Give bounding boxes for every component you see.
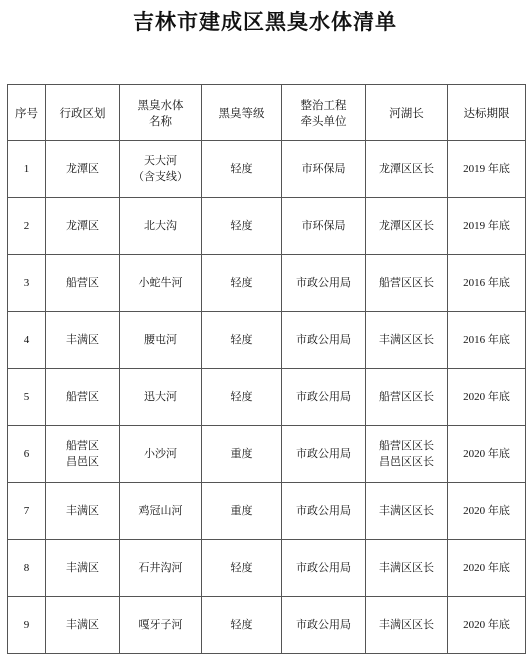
cell-unit: 市政公用局 xyxy=(282,597,366,654)
cell-water-name-line: 北大沟 xyxy=(144,219,177,232)
cell-level: 重度 xyxy=(202,483,282,540)
cell-water-name-line: （含支线） xyxy=(133,170,188,183)
cell-level: 轻度 xyxy=(202,369,282,426)
cell-district xyxy=(46,312,120,369)
cell-water-name xyxy=(120,483,202,540)
cell-district-line: 丰满区 xyxy=(66,504,99,517)
table-row xyxy=(8,255,526,312)
header-unit xyxy=(282,85,366,141)
cell-district xyxy=(46,426,120,483)
cell-deadline: 2020 年底 xyxy=(448,540,526,597)
cell-deadline: 2016 年底 xyxy=(448,312,526,369)
page-title: 吉林市建成区黑臭水体清单 xyxy=(133,10,397,34)
cell-chief-line: 龙潭区区长 xyxy=(379,162,434,175)
cell-unit: 市政公用局 xyxy=(282,426,366,483)
cell-water-name-line: 小蛇牛河 xyxy=(138,276,183,289)
cell-seq: 8 xyxy=(8,540,46,597)
cell-chief-line: 龙潭区区长 xyxy=(379,219,434,232)
table-row xyxy=(8,312,526,369)
cell-district-line: 丰满区 xyxy=(66,618,99,631)
cell-water-name xyxy=(120,597,202,654)
cell-chief xyxy=(366,540,448,597)
cell-district xyxy=(46,540,120,597)
cell-level: 轻度 xyxy=(202,141,282,198)
cell-unit: 市环保局 xyxy=(282,198,366,255)
table-header-row xyxy=(8,85,526,141)
header-unit-line: 牵头单位 xyxy=(300,113,347,128)
cell-water-name-line: 天大河 xyxy=(144,154,177,167)
cell-chief xyxy=(366,141,448,198)
cell-water-name xyxy=(120,426,202,483)
cell-seq: 5 xyxy=(8,369,46,426)
cell-unit: 市政公用局 xyxy=(282,483,366,540)
table-row xyxy=(8,198,526,255)
cell-chief xyxy=(366,312,448,369)
cell-district xyxy=(46,141,120,198)
cell-chief-line: 船营区区长 xyxy=(379,390,434,403)
cell-water-name xyxy=(120,255,202,312)
table-body xyxy=(8,141,526,654)
cell-level: 重度 xyxy=(202,426,282,483)
cell-water-name-line: 嘎牙子河 xyxy=(138,618,183,631)
cell-district-line: 船营区 xyxy=(66,439,99,452)
cell-district-line: 丰满区 xyxy=(66,561,99,574)
header-chief: 河湖长 xyxy=(366,85,448,141)
cell-chief xyxy=(366,369,448,426)
header-deadline: 达标期限 xyxy=(448,85,526,141)
cell-deadline: 2020 年底 xyxy=(448,369,526,426)
cell-water-name-line: 鸡冠山河 xyxy=(138,504,183,517)
header-name-line: 黑臭水体 xyxy=(137,97,184,112)
cell-district xyxy=(46,483,120,540)
cell-seq: 2 xyxy=(8,198,46,255)
header-level: 黑臭等级 xyxy=(202,85,282,141)
cell-level: 轻度 xyxy=(202,255,282,312)
cell-seq: 3 xyxy=(8,255,46,312)
cell-district xyxy=(46,597,120,654)
header-name xyxy=(120,85,202,141)
cell-unit: 市政公用局 xyxy=(282,255,366,312)
cell-chief xyxy=(366,255,448,312)
cell-district-line: 龙潭区 xyxy=(66,219,99,232)
cell-deadline: 2020 年底 xyxy=(448,426,526,483)
cell-seq: 4 xyxy=(8,312,46,369)
cell-deadline: 2016 年底 xyxy=(448,255,526,312)
header-unit-line: 整治工程 xyxy=(300,97,347,112)
cell-deadline: 2020 年底 xyxy=(448,597,526,654)
cell-chief-line: 丰满区区长 xyxy=(379,561,434,574)
cell-water-name xyxy=(120,198,202,255)
cell-chief-line: 丰满区区长 xyxy=(379,333,434,346)
cell-chief xyxy=(366,198,448,255)
cell-deadline: 2019 年底 xyxy=(448,198,526,255)
cell-district-line: 龙潭区 xyxy=(66,162,99,175)
cell-chief xyxy=(366,426,448,483)
cell-water-name-line: 石井沟河 xyxy=(138,561,183,574)
cell-district xyxy=(46,255,120,312)
cell-district-line: 丰满区 xyxy=(66,333,99,346)
cell-water-name xyxy=(120,369,202,426)
table-row xyxy=(8,483,526,540)
black-odorous-water-table xyxy=(7,84,526,654)
cell-water-name-line: 迅大河 xyxy=(144,390,177,403)
table-row xyxy=(8,426,526,483)
cell-seq: 7 xyxy=(8,483,46,540)
cell-chief-line: 船营区区长 xyxy=(379,439,434,452)
cell-level: 轻度 xyxy=(202,597,282,654)
cell-district xyxy=(46,369,120,426)
cell-water-name-line: 腰屯河 xyxy=(144,333,177,346)
cell-unit: 市环保局 xyxy=(282,141,366,198)
cell-water-name xyxy=(120,540,202,597)
header-district: 行政区划 xyxy=(46,85,120,141)
cell-unit: 市政公用局 xyxy=(282,540,366,597)
header-name-line: 名称 xyxy=(149,113,172,128)
cell-district-line: 船营区 xyxy=(66,276,99,289)
cell-unit: 市政公用局 xyxy=(282,312,366,369)
cell-level: 轻度 xyxy=(202,540,282,597)
cell-unit: 市政公用局 xyxy=(282,369,366,426)
cell-water-name xyxy=(120,141,202,198)
header-seq: 序号 xyxy=(8,85,46,141)
cell-seq: 9 xyxy=(8,597,46,654)
cell-water-name-line: 小沙河 xyxy=(144,447,177,460)
cell-district-line: 昌邑区 xyxy=(66,455,99,468)
cell-level: 轻度 xyxy=(202,198,282,255)
cell-water-name xyxy=(120,312,202,369)
cell-chief-line: 丰满区区长 xyxy=(379,504,434,517)
cell-seq: 1 xyxy=(8,141,46,198)
cell-deadline: 2019 年底 xyxy=(448,141,526,198)
cell-chief xyxy=(366,483,448,540)
cell-deadline: 2020 年底 xyxy=(448,483,526,540)
cell-chief-line: 船营区区长 xyxy=(379,276,434,289)
cell-chief-line: 昌邑区区长 xyxy=(379,455,434,468)
table-row xyxy=(8,597,526,654)
cell-chief-line: 丰满区区长 xyxy=(379,618,434,631)
table-row xyxy=(8,540,526,597)
cell-level: 轻度 xyxy=(202,312,282,369)
cell-seq: 6 xyxy=(8,426,46,483)
table-row xyxy=(8,369,526,426)
cell-chief xyxy=(366,597,448,654)
cell-district xyxy=(46,198,120,255)
cell-district-line: 船营区 xyxy=(66,390,99,403)
table-row xyxy=(8,141,526,198)
